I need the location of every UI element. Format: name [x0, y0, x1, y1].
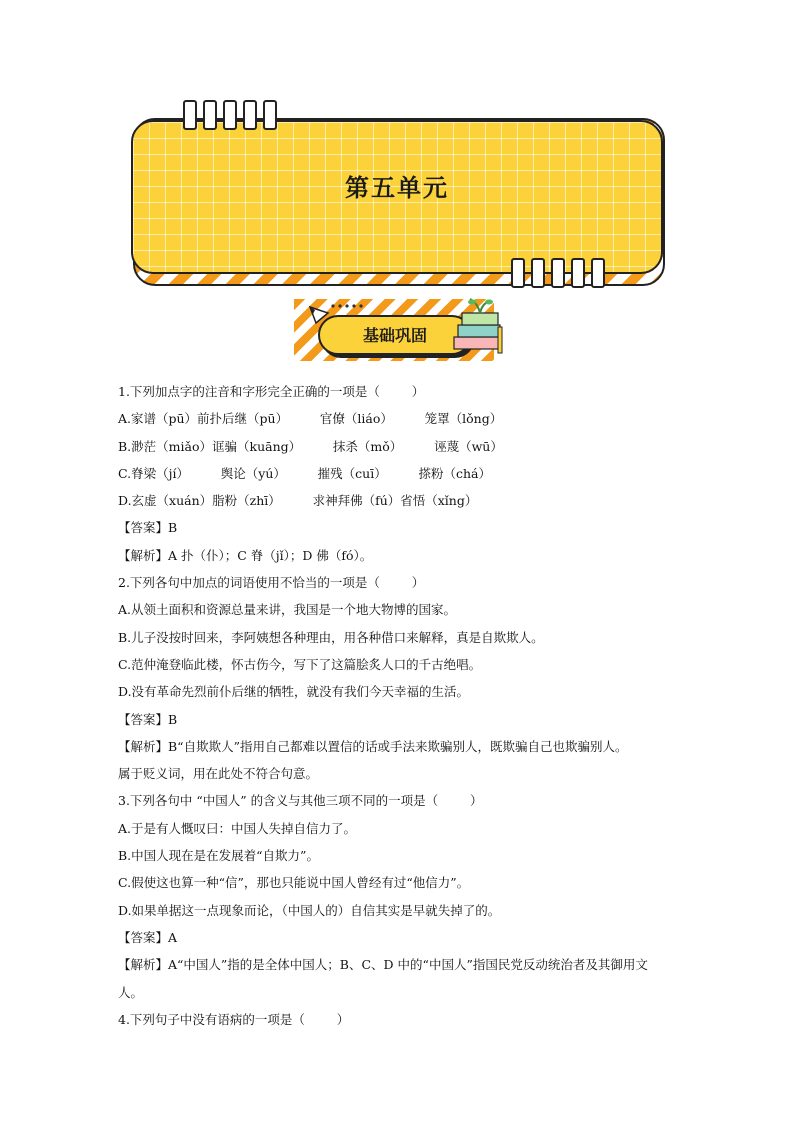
option-a: A.从领土面积和资源总量来讲，我国是一个地大物博的国家。: [118, 602, 457, 618]
option-d: D.没有革命先烈前仆后继的牺牲，就没有我们今天幸福的生活。: [118, 684, 470, 700]
option-d: D.如果单据这一点现象而论，（中国人的）自信其实是早就失掉了的。: [118, 902, 501, 918]
binder-tabs-top: [183, 100, 277, 130]
analysis: 【解析】A 扑（仆）；C 脊（jǐ）；D 佛（fó）。: [118, 547, 373, 563]
unit-subtitle: [173, 228, 621, 244]
analysis: 【解析】B“自欺欺人”指用自己都难以置信的话或手法来欺骗别人，既欺骗自己也欺骗别人。: [118, 738, 628, 754]
option-b: B.中国人现在是在发展着“自欺力”。: [118, 848, 319, 864]
binder-tab: [531, 258, 545, 288]
option-d: D.玄虚（xuán）脂粉（zhī） 求神拜佛（fú）省悟（xǐng）: [118, 493, 478, 509]
binder-tab: [511, 258, 525, 288]
unit-title: 第五单元: [345, 173, 449, 202]
answer: 【答案】B: [118, 711, 178, 727]
binder-tab: [223, 100, 237, 130]
binder-tab: [243, 100, 257, 130]
option-c: C.范仲淹登临此楼，怀古伤今，写下了这篇脍炙人口的千古绝唱。: [118, 656, 482, 672]
question-1: 1.下列加点字的注音和字形完全正确的一项是（ ）: [118, 384, 425, 399]
binder-tab: [591, 258, 605, 288]
binder-tab: [571, 258, 585, 288]
binder-tab: [551, 258, 565, 288]
analysis-continued: 人。: [118, 984, 144, 1000]
option-b: B.儿子没按时回来，李阿姨想各种理由，用各种借口来解释，真是自欺欺人。: [118, 629, 544, 645]
option-c: C.假使这也算一种“信”，那也只能说中国人曾经有过“他信力”。: [118, 875, 470, 891]
question-2: 2.下列各句中加点的词语使用不恰当的一项是（ ）: [118, 575, 425, 591]
analysis: 【解析】A“中国人”指的是全体中国人；B、C、D 中的“中国人”指国民党反动统治者及其御用文: [118, 957, 648, 973]
analysis-continued: 属于贬义词，用在此处不符合句意。: [118, 766, 319, 782]
binder-tab: [203, 100, 217, 130]
binder-tab: [263, 100, 277, 130]
books-plant-icon: [448, 297, 514, 363]
answer: 【答案】B: [118, 520, 178, 536]
dots-decoration-icon: [330, 301, 370, 311]
question-4: 4.下列句子中没有语病的一项是（ ）: [118, 1011, 350, 1027]
question-3: 3.下列各句中 “中国人” 的含义与其他三项不同的一项是（ ）: [118, 793, 483, 809]
option-c: C.脊梁（jí） 舆论（yú） 摧残（cuī） 搽粉（chá）: [118, 465, 491, 481]
binder-tab: [183, 100, 197, 130]
banner-card: [131, 120, 663, 274]
unit-banner: [131, 100, 663, 286]
binder-tabs-bottom: [511, 258, 605, 288]
section-title: 基础巩固: [362, 326, 427, 345]
option-b: B.渺茫（miǎo）诓骗（kuāng） 抹杀（mǒ） 诬蔑（wū）: [118, 438, 503, 454]
section-badge: [294, 293, 516, 365]
answer: 【答案】A: [118, 929, 178, 945]
option-a: A.家谱（pū）前扑后继（pū） 官僚（liáo） 笼罩（lǒng）: [118, 411, 503, 427]
exercise-content: [118, 378, 718, 1033]
option-a: A.于是有人慨叹曰：中国人失掉自信力了。: [118, 820, 357, 836]
